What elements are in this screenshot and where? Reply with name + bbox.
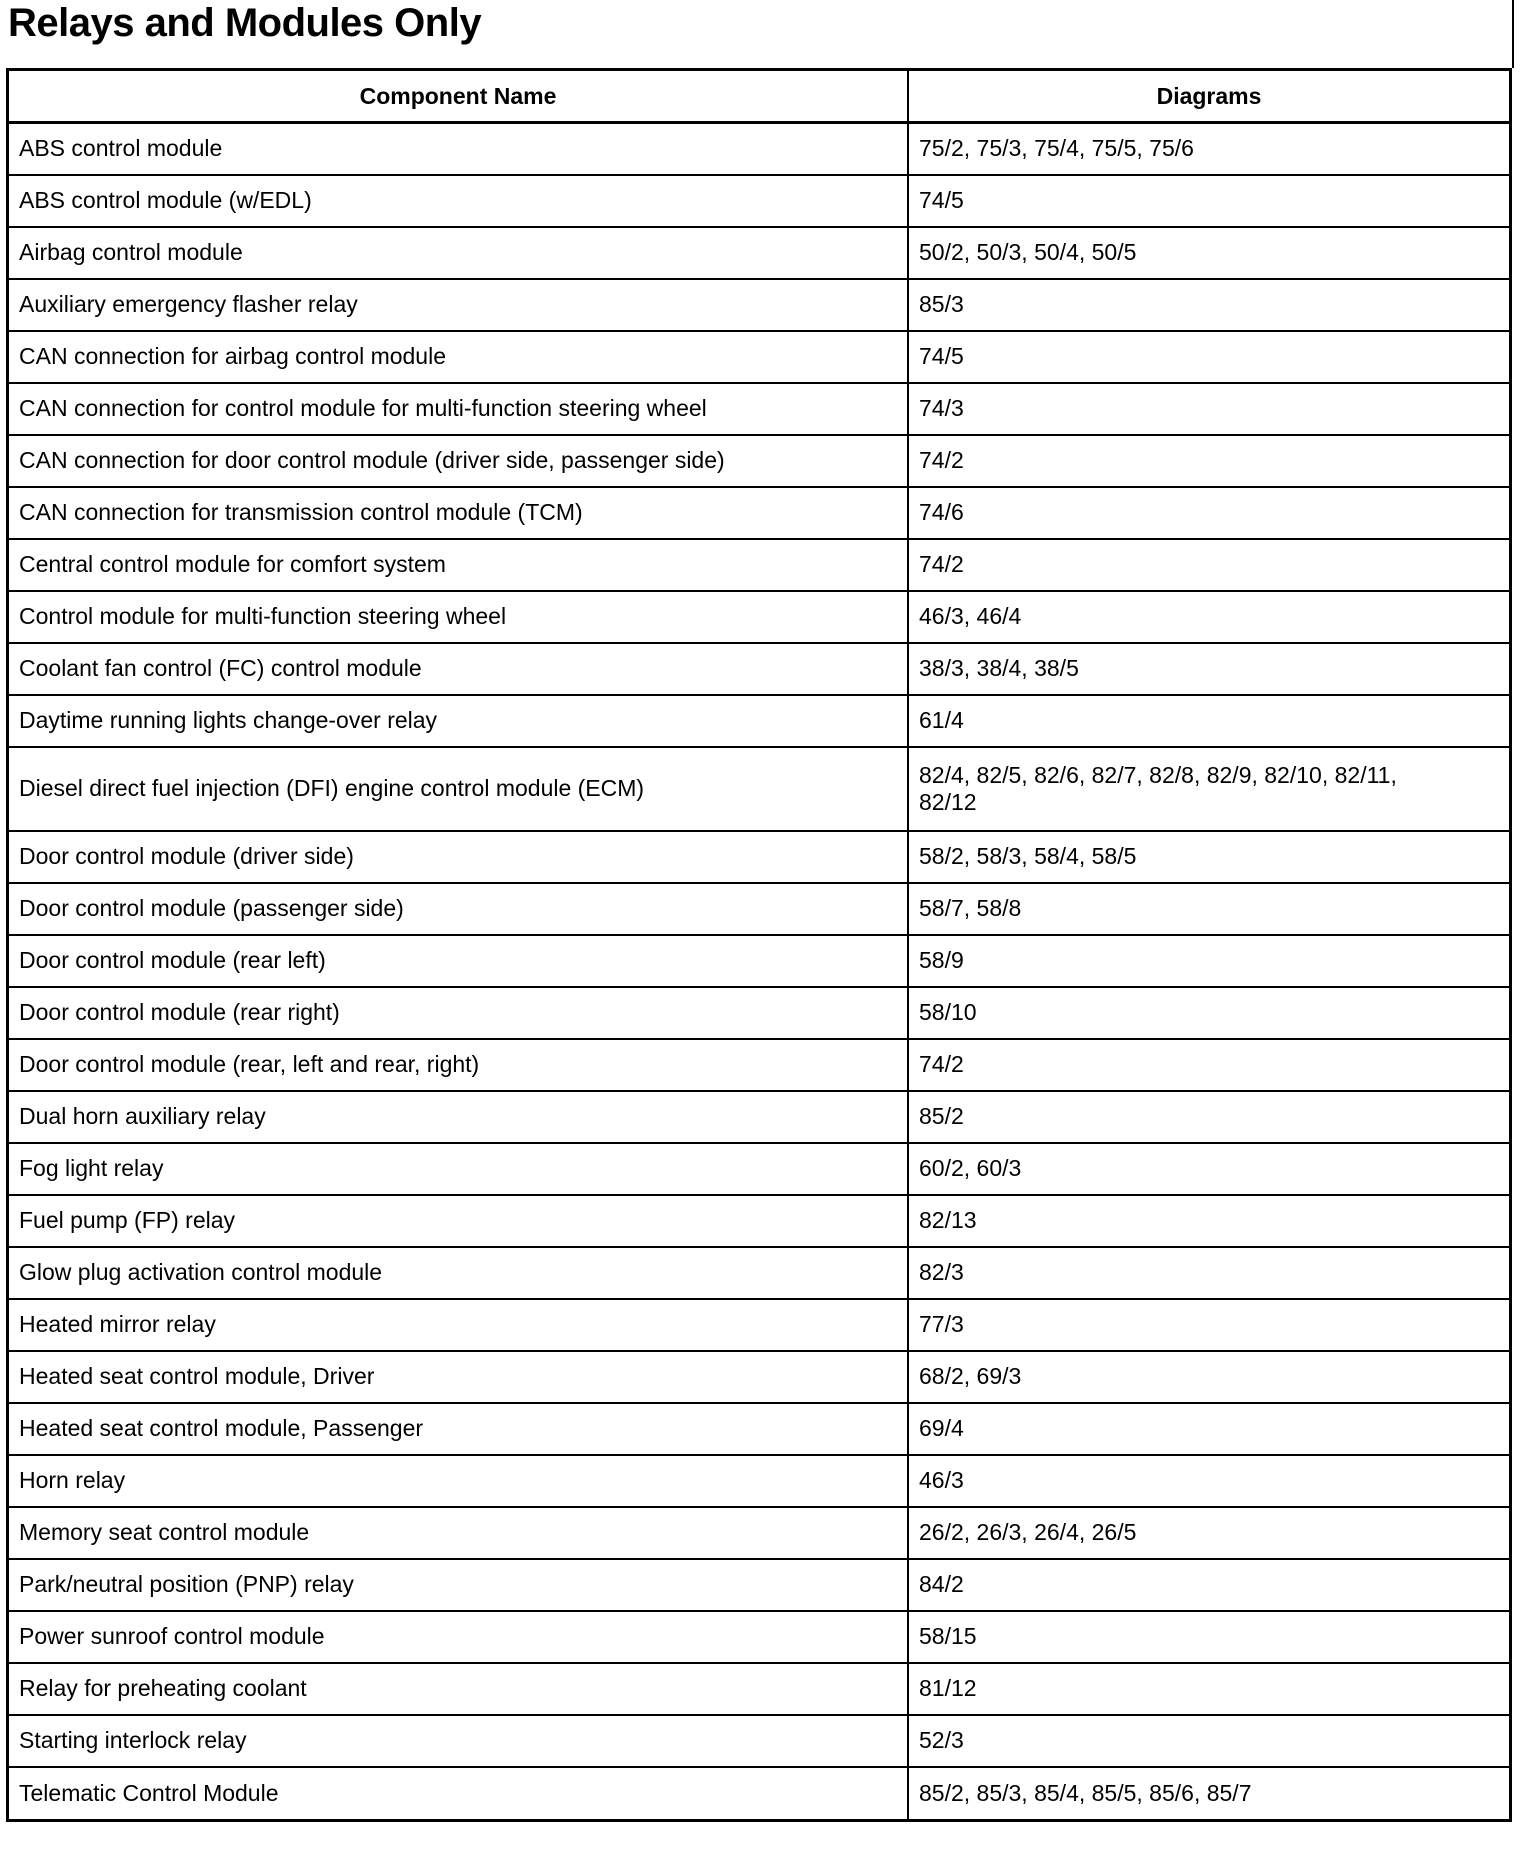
table-row <box>9 383 1509 435</box>
diagrams-cell: 58/9 <box>908 935 1509 987</box>
diagrams-cell: 77/3 <box>908 1299 1509 1351</box>
table-row <box>9 331 1509 383</box>
diagrams-cell: 74/2 <box>908 539 1509 591</box>
diagrams-cell: 74/2 <box>908 435 1509 487</box>
table-row <box>9 935 1509 987</box>
table-row <box>9 1507 1509 1559</box>
component-name-cell: Park/neutral position (PNP) relay <box>9 1559 908 1611</box>
component-name-cell: Door control module (driver side) <box>9 831 908 883</box>
diagrams-cell: 38/3, 38/4, 38/5 <box>908 643 1509 695</box>
component-name-cell: Door control module (rear right) <box>9 987 908 1039</box>
table-header-row <box>9 71 1509 123</box>
page-title: Relays and Modules Only <box>8 1 482 45</box>
component-name-cell: Glow plug activation control module <box>9 1247 908 1299</box>
table-row <box>9 539 1509 591</box>
table-row <box>9 1039 1509 1091</box>
table-row <box>9 747 1509 831</box>
component-name-cell: CAN connection for transmission control module (TCM) <box>9 487 908 539</box>
diagrams-cell: 85/3 <box>908 279 1509 331</box>
table-row <box>9 591 1509 643</box>
table-row <box>9 1143 1509 1195</box>
table-row <box>9 175 1509 227</box>
table-row <box>9 1091 1509 1143</box>
component-name-cell: Heated seat control module, Driver <box>9 1351 908 1403</box>
component-diagram-table <box>9 71 1509 1819</box>
table-row <box>9 227 1509 279</box>
page-edge-rule <box>1512 0 1514 68</box>
component-name-cell: Dual horn auxiliary relay <box>9 1091 908 1143</box>
table-row <box>9 487 1509 539</box>
component-name-cell: Central control module for comfort system <box>9 539 908 591</box>
table-row <box>9 279 1509 331</box>
component-name-cell: CAN connection for door control module (driver side, passenger side) <box>9 435 908 487</box>
table-row <box>9 1611 1509 1663</box>
component-name-cell: Heated seat control module, Passenger <box>9 1403 908 1455</box>
diagrams-cell: 74/3 <box>908 383 1509 435</box>
diagrams-cell: 61/4 <box>908 695 1509 747</box>
table-row <box>9 695 1509 747</box>
component-name-cell: Starting interlock relay <box>9 1715 908 1767</box>
table-body <box>9 123 1509 1819</box>
diagrams-cell: 82/3 <box>908 1247 1509 1299</box>
component-name-cell: Telematic Control Module <box>9 1767 908 1819</box>
component-name-cell: Relay for preheating coolant <box>9 1663 908 1715</box>
component-name-cell: Auxiliary emergency flasher relay <box>9 279 908 331</box>
diagrams-cell: 60/2, 60/3 <box>908 1143 1509 1195</box>
component-name-cell: ABS control module (w/EDL) <box>9 175 908 227</box>
component-name-cell: Horn relay <box>9 1455 908 1507</box>
component-name-cell: Door control module (rear left) <box>9 935 908 987</box>
diagrams-cell: 82/13 <box>908 1195 1509 1247</box>
diagrams-cell: 58/10 <box>908 987 1509 1039</box>
component-name-cell: Power sunroof control module <box>9 1611 908 1663</box>
diagrams-cell: 74/6 <box>908 487 1509 539</box>
diagrams-cell: 74/5 <box>908 331 1509 383</box>
diagrams-cell: 85/2, 85/3, 85/4, 85/5, 85/6, 85/7 <box>908 1767 1509 1819</box>
table-row <box>9 435 1509 487</box>
diagrams-cell: 75/2, 75/3, 75/4, 75/5, 75/6 <box>919 135 1194 162</box>
table-row <box>9 123 1509 175</box>
table-row <box>9 1767 1509 1819</box>
diagrams-cell: 74/2 <box>908 1039 1509 1091</box>
table-row <box>9 1299 1509 1351</box>
table-row <box>9 831 1509 883</box>
diagrams-cell: 58/15 <box>908 1611 1509 1663</box>
table-row <box>9 1455 1509 1507</box>
component-name-cell: Diesel direct fuel injection (DFI) engine control module (ECM) <box>9 747 908 831</box>
component-name-cell: Control module for multi-function steering wheel <box>9 591 908 643</box>
component-name-cell: CAN connection for control module for multi-function steering wheel <box>9 383 908 435</box>
component-name-cell: Door control module (rear, left and rear, right) <box>9 1039 908 1091</box>
diagrams-cell: 82/4, 82/5, 82/6, 82/7, 82/8, 82/9, 82/10, 82/11, 82/12 <box>908 747 1509 831</box>
component-name-cell: Memory seat control module <box>9 1507 908 1559</box>
table-row <box>9 1403 1509 1455</box>
table-row <box>9 987 1509 1039</box>
diagrams-cell: 58/7, 58/8 <box>908 883 1509 935</box>
diagrams-cell: 68/2, 69/3 <box>908 1351 1509 1403</box>
column-header-component-name: Component Name <box>9 71 908 123</box>
diagrams-cell: 58/2, 58/3, 58/4, 58/5 <box>908 831 1509 883</box>
component-name-cell: Airbag control module <box>9 227 908 279</box>
component-name-cell: Coolant fan control (FC) control module <box>9 643 908 695</box>
component-name-cell: Daytime running lights change-over relay <box>9 695 908 747</box>
table-row <box>9 1559 1509 1611</box>
table-row <box>9 883 1509 935</box>
component-table-frame <box>6 68 1512 1822</box>
component-name-cell: CAN connection for airbag control module <box>9 331 908 383</box>
diagrams-cell: 74/5 <box>908 175 1509 227</box>
table-row <box>9 1715 1509 1767</box>
table-row <box>9 1663 1509 1715</box>
component-name-cell: ABS control module <box>9 123 908 175</box>
diagrams-cell: 50/2, 50/3, 50/4, 50/5 <box>908 227 1509 279</box>
table-row <box>9 643 1509 695</box>
diagrams-cell: 84/2 <box>908 1559 1509 1611</box>
component-name-cell: Fog light relay <box>9 1143 908 1195</box>
diagrams-cell: 81/12 <box>908 1663 1509 1715</box>
component-name-cell: Door control module (passenger side) <box>9 883 908 935</box>
diagrams-cell: 52/3 <box>908 1715 1509 1767</box>
diagrams-cell: 46/3 <box>908 1455 1509 1507</box>
diagrams-cell: 69/4 <box>908 1403 1509 1455</box>
diagrams-cell: 46/3, 46/4 <box>908 591 1509 643</box>
diagrams-cell: 26/2, 26/3, 26/4, 26/5 <box>908 1507 1509 1559</box>
column-header-diagrams: Diagrams <box>908 71 1509 123</box>
component-name-cell: Fuel pump (FP) relay <box>9 1195 908 1247</box>
table-row <box>9 1351 1509 1403</box>
table-row <box>9 1247 1509 1299</box>
table-row <box>9 1195 1509 1247</box>
diagrams-cell: 85/2 <box>908 1091 1509 1143</box>
component-name-cell: Heated mirror relay <box>9 1299 908 1351</box>
